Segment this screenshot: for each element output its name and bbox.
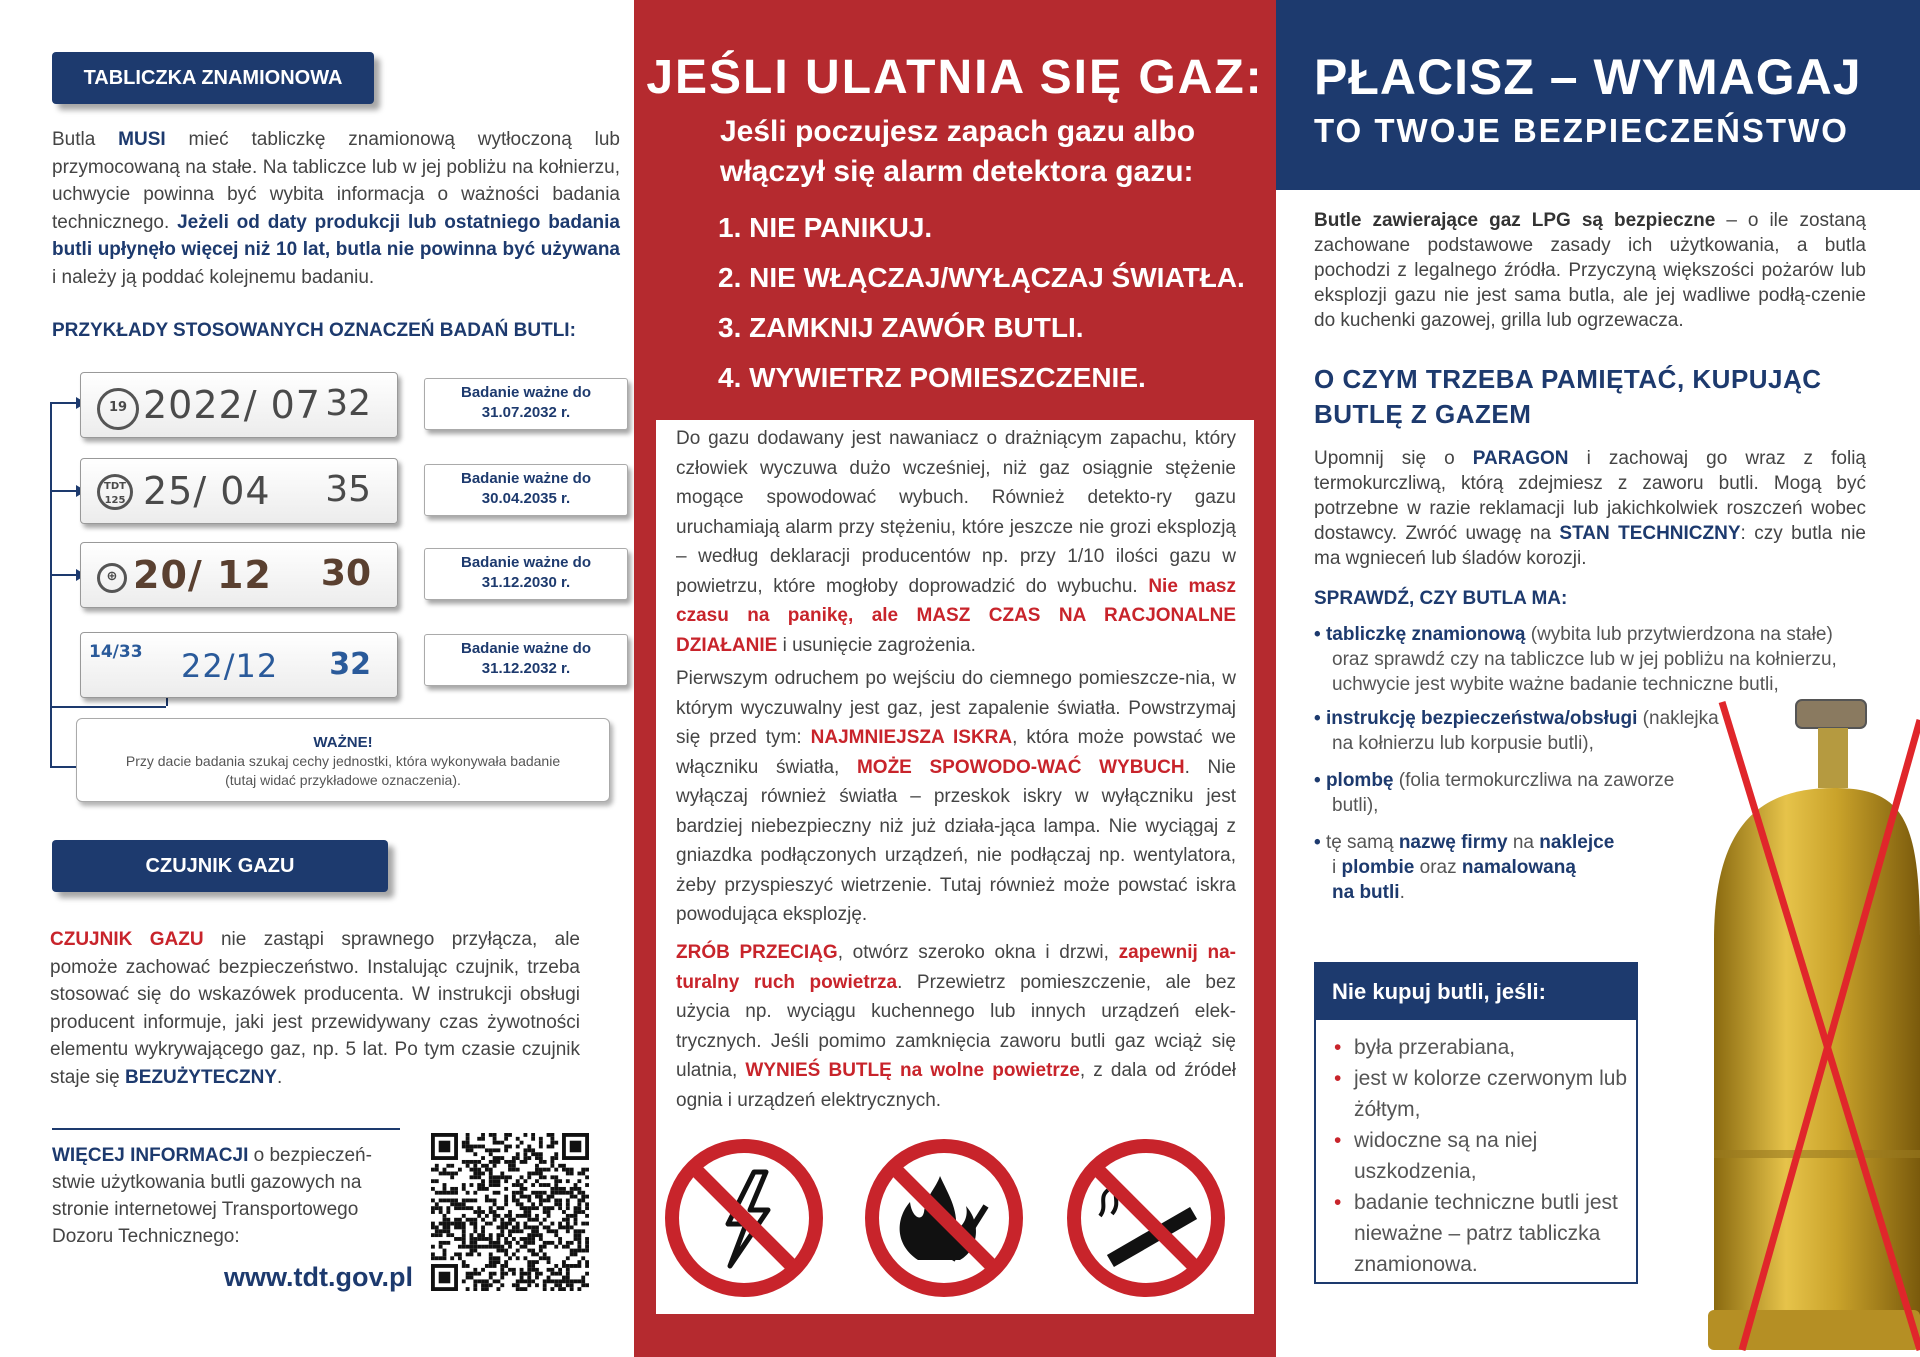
list-item: • widoczne są na niej uszkodzenia, bbox=[1334, 1125, 1636, 1187]
inspection-date: 20/ 12 bbox=[133, 553, 272, 597]
step-4: 4. WYWIETRZ POMIESZCZENIE. bbox=[718, 362, 1146, 393]
list-item: • jest w kolorze czerwonym lub żółtym, bbox=[1334, 1063, 1636, 1125]
more-info-text: WIĘCEJ INFORMACJI o bezpieczeń-stwie użytkowania butli gazowych na stronie internetowej Transportowego Dozoru Technicznego: bbox=[52, 1145, 372, 1247]
website-link[interactable]: www.tdt.gov.pl bbox=[224, 1262, 413, 1292]
gas-leak-subtitle: Jeśli poczujesz zapach gazu albo włączył się alarm detektora gazu: bbox=[720, 115, 1196, 188]
gas-leak-title: JEŚLI ULATNIA SIĘ GAZ: bbox=[646, 51, 1264, 104]
divider bbox=[52, 1128, 400, 1130]
step-1: 1. NIE PANIKUJ. bbox=[718, 212, 933, 243]
info-paragraph-3: ZRÓB PRZECIĄG, otwórz szeroko okna i drzwi, zapewnij na-turalny ruch powietrza. Przewietrz pomieszczenie, ale bez użycia np. wyciągu kuchennego lub innych urządzeń elek-trycznych. Jeśli pomimo zamknięcia zaworu butli gaz wciąż się ulatnia, WYNIEŚ BUTLĘ na wolne powietrze, z dala od źródeł ognia i urządzeń elektrycznych. bbox=[676, 942, 1237, 1111]
check-title: SPRAWDŹ, CZY BUTLA MA: bbox=[1314, 588, 1568, 609]
list-item: • była przerabiana, bbox=[1334, 1032, 1636, 1063]
step-3: 3. ZAMKNIJ ZAWÓR BUTLI. bbox=[718, 312, 1084, 343]
connector-line bbox=[50, 402, 52, 766]
valid-box-2: Badanie ważne do 30.04.2035 r. bbox=[424, 464, 628, 516]
inspection-date: 2022/ 07 bbox=[143, 383, 321, 427]
nameplate-paragraph: Butla MUSI mieć tabliczkę znamionową wytłoczoną lub przymocowaną na stałe. Na tabliczce lub w jej pobliżu na kołnierzu, uchwycie powinna być wybita informacja o ważności badania technicznego. Jeżeli od daty produkcji lub ostatniego badania butli upłynęło więcej niż 10 lat, butla nie powinna być używana i należy ją poddać kolejnemu badaniu. bbox=[52, 129, 620, 288]
header-title: PŁACISZ – WYMAGAJ bbox=[1314, 49, 1862, 105]
valid-box-1: Badanie ważne do 31.07.2032 r. bbox=[424, 378, 628, 430]
buying-heading: O CZYM TRZEBA PAMIĘTAĆ, KUPUJĄC BUTLĘ Z GAZEM bbox=[1314, 364, 1822, 429]
step-2: 2. NIE WŁĄCZAJ/WYŁĄCZAJ ŚWIATŁA. bbox=[718, 262, 1245, 293]
gas-sensor-paragraph: CZUJNIK GAZU nie zastąpi sprawnego przyłącza, ale pomoże zachować bezpieczeństwo. Instalując czujnik, trzeba stosować się do wskazówek producenta. W instrukcji obsługi producent informuje, jaki jest przewidywany czas żywotności elementu wykrywającego gaz, np. 5 lat. Po tym czasie czujnik staje się BEZUŻYTECZNY. bbox=[50, 929, 580, 1088]
qr-code-icon[interactable] bbox=[428, 1133, 592, 1291]
valid-year: 32 bbox=[329, 647, 371, 682]
examples-title: PRZYKŁADY STOSOWANYCH OZNACZEŃ BADAŃ BUTLI: bbox=[52, 320, 576, 341]
check-item-instructions: • instrukcję bezpieczeństwa/obsługi (naklejka na kołnierzu lub korpusie butli), bbox=[1314, 708, 1719, 754]
inspection-stamp: 19 bbox=[97, 388, 139, 430]
header-subtitle: TO TWOJE BEZPIECZEŃSTWO bbox=[1314, 112, 1849, 149]
gas-cylinder-crossed-icon bbox=[1694, 690, 1920, 1357]
middle-column bbox=[634, 0, 1276, 1357]
nameplate-example-4 bbox=[80, 632, 398, 698]
left-column bbox=[0, 0, 634, 1357]
list-item: • badanie techniczne butli jest nieważne – patrz tabliczka znamionowa. bbox=[1334, 1187, 1636, 1280]
no-open-flame-icon bbox=[872, 1146, 1016, 1290]
nameplate-example-1 bbox=[80, 372, 398, 438]
nameplate-tag: TABLICZKA ZNAMIONOWA bbox=[52, 52, 374, 104]
check-item-nameplate: • tabliczkę znamionową (wybita lub przytwierdzona na stałe) oraz sprawdź czy na tabliczce lub w jej pobliżu na kołnierzu, uchwycie jest wybite ważne badanie techniczne butli, bbox=[1314, 624, 1837, 695]
inspection-stamp: 14/33 bbox=[89, 642, 143, 662]
valid-box-4: Badanie ważne do 31.12.2032 r. bbox=[424, 634, 628, 686]
inspection-stamp: ⊕ bbox=[97, 563, 127, 593]
no-electric-switch-icon bbox=[672, 1146, 816, 1290]
inspection-stamp: TDT 125 bbox=[97, 474, 133, 510]
important-note: WAŻNE! Przy dacie badania szukaj cechy jednostki, która wykonywała badanie (tutaj widać przykładowe oznaczenia). bbox=[76, 718, 610, 802]
gas-sensor-tag: CZUJNIK GAZU bbox=[52, 840, 388, 892]
valid-year: 30 bbox=[320, 553, 371, 594]
check-item-seal: • plombę (folia termokurczliwa na zaworze butli), bbox=[1314, 770, 1675, 816]
info-paragraph-2: Pierwszym odruchem po wejściu do ciemnego pomieszcze-nia, w którym wyczuwalny jest gaz, jest zapalenie światła. Powstrzymaj się przed tym: NAJMNIEJSZA ISKRA, która może powstać we włączniku światła, MOŻE SPOWODO-WAĆ WYBUCH. Nie wyłączaj również światła – przeskok iskry w wyłączniku jest bardziej niebezpieczny niż już działa-jąca lampa. Nie wyciągaj z gniazdka podłączonych urządzeń, nie podłączaj np. wentylatora, żeby przyspieszyć wietrzenie. Tutaj również może powstać iskra powodująca eksplozję. bbox=[676, 668, 1236, 925]
header-band bbox=[1276, 0, 1920, 190]
receipt-paragraph: Upomnij się o PARAGON i zachowaj go wraz z folią termokurczliwą, którą zdejmiesz z zaworu butli. Mogą być potrzebne w razie reklamacji lub jakichkolwiek roszczeń wobec dostawcy. Zwróć uwagę na STAN TECHNICZNY: czy butla nie ma wgnieceń lub śladów korozji. bbox=[1314, 448, 1866, 569]
nameplate-example-2 bbox=[80, 458, 398, 524]
lpg-paragraph: Butle zawierające gaz LPG są bezpieczne – o ile zostaną zachowane podstawowe zasady ich użytkowania, a butla pochodzi z legalnego źródła. Przyczyną większości pożarów lub eksplozji gazu nie jest sama butla, ale jej wadliwe podłą-czenie do kuchenki gazowej, grilla lub ogrzewacza. bbox=[1314, 210, 1866, 331]
prohibition-signs bbox=[656, 1132, 1254, 1302]
check-item-company-name: • tę samą nazwę firmy na naklejce i plombie oraz namalowaną na butli. bbox=[1314, 832, 1615, 903]
nameplate-example-3 bbox=[80, 542, 398, 608]
no-smoking-icon bbox=[1074, 1146, 1218, 1290]
valid-year: 35 bbox=[325, 469, 371, 510]
valid-year: 32 bbox=[325, 383, 371, 424]
inspection-date: 22/12 bbox=[181, 647, 279, 685]
right-column bbox=[1276, 0, 1920, 1357]
valid-box-3: Badanie ważne do 31.12.2030 r. bbox=[424, 548, 628, 600]
dont-buy-box bbox=[1314, 962, 1638, 1284]
info-paragraph-1: Do gazu dodawany jest nawaniacz o drażniącym zapachu, który człowiek wyczuwa dużo wcześniej, niż gaz osiągnie stężenie mogące spowodować wybuch. Również detekto-ry gazu uruchamiają alarm przy stężeniu, które jeszcze nie grozi eksplozją – według deklaracji producentów np. przy 1/10 ilości gazu w powietrzu, które mogłoby doprowadzić do wybuchu. Nie masz czasu na panikę, ale MASZ CZAS NA RACJONALNE DZIAŁANIE i usunięcie zagrożenia. bbox=[676, 428, 1237, 656]
dont-buy-title: Nie kupuj butli, jeśli: bbox=[1316, 964, 1636, 1020]
inspection-date: 25/ 04 bbox=[143, 469, 271, 513]
gas-leak-info-box bbox=[656, 420, 1254, 1314]
dont-buy-list bbox=[1316, 1032, 1636, 1280]
